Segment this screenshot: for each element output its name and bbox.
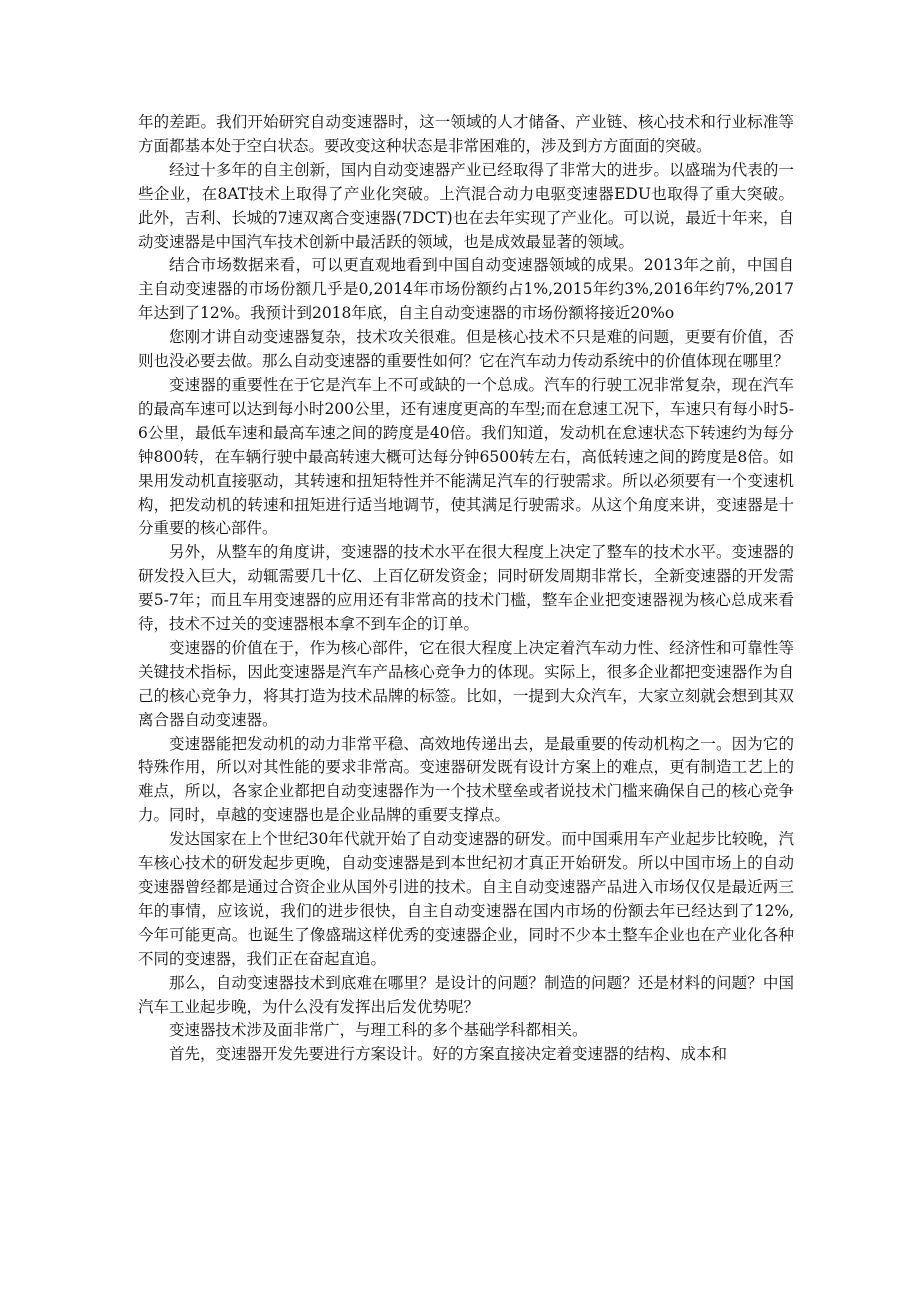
- paragraph: 变速器技术涉及面非常广，与理工科的多个基础学科都相关。: [169, 1021, 588, 1040]
- paragraph: 您刚才讲自动变速器复杂，技术攻关很难。但是核心技术不只是难的问题，更要有价值，否则也没必要去做。那么自动变速器的重要性如何？它在汽车动力传动系统中的价值体现在哪里？: [138, 328, 794, 371]
- paragraph: 年的差距。我们开始研究自动变速器时，这一领域的人才储备、产业链、核心技术和行业标准等方面都基本处于空白状态。要改变这种状态是非常困难的，涉及到方方面面的突破。: [138, 113, 794, 155]
- paragraph: 变速器的价值在于，作为核心部件，它在很大程度上决定着汽车动力性、经济性和可靠性等关键技术指标，因此变速器是汽车产品核心竞争力的体现。实际上，很多企业都把变速器作为自己的核心竞争力，将其打造为技术品牌的标签。比如，一提到大众汽车，大家立刻就会想到其双离合器自动变速器。: [138, 638, 794, 729]
- paragraph: 变速器能把发动机的动力非常平稳、高效地传递出去，是最重要的传动机构之一。因为它的特殊作用，所以对其性能的要求非常高。变速器研发既有设计方案上的难点，更有制造工艺上的难点，所以，各家企业都把自动变速器作为一个技术壁垒或者说技术门槛来确保自己的核心竞争力。同时，卓越的变速器也是企业品牌的重要支撑点。: [138, 734, 794, 825]
- paragraph: 另外，从整车的角度讲，变速器的技术水平在很大程度上决定了整车的技术水平。变速器的研发投入巨大，动辄需要几十亿、上百亿研发资金；同时研发周期非常长，全新变速器的开发需要5-7年；而且车用变速器的应用还有非常高的技术门槛，整车企业把变速器视为核心总成来看待，技术不过关的变速器根本拿不到车企的订单。: [138, 543, 794, 634]
- paragraph: 发达国家在上个世纪30年代就开始了自动变速器的研发。而中国乘用车产业起步比较晚，汽车核心技术的研发起步更晚，自动变速器是到本世纪初才真正开始研发。所以中国市场上的自动变速器曾经都是通过合资企业从国外引进的技术。自主自动变速器产品进入市场仅仅是最近两三年的事情，应该说，我们的进步很快，自主自动变速器在国内市场的份额去年已经达到了12%,今年可能更高。也诞生了像盛瑞这样优秀的变速器企业，同时不少本土整车企业也在产业化各种不同的变速器，我们正在奋起直追。: [138, 830, 794, 968]
- paragraph: 首先，变速器开发先要进行方案设计。好的方案直接决定着变速器的结构、成本和: [169, 1045, 728, 1064]
- paragraph: 那么，自动变速器技术到底难在哪里？是设计的问题？制造的问题？还是材料的问题？中国汽车工业起步晚，为什么没有发挥出后发优势呢？: [138, 973, 794, 1016]
- paragraph: 结合市场数据来看，可以更直观地看到中国自动变速器领域的成果。2013年之前，中国自主自动变速器的市场份额几乎是0,2014年市场份额约占1%,2015年约3%,2016年约7%,2017年达到了12%。我预计到2018年底，自主自动变速器的市场份额将接近20%o: [138, 256, 794, 323]
- paragraph: 经过十多年的自主创新，国内自动变速器产业已经取得了非常大的进步。以盛瑞为代表的一些企业，在8AT技术上取得了产业化突破。上汽混合动力电驱变速器EDU也取得了重大突破。此外，吉利、长城的7速双离合变速器(7DCT)也在去年实现了产业化。可以说，最近十年来，自动变速器是中国汽车技术创新中最活跃的领域，也是成效最显著的领域。: [138, 160, 794, 251]
- document-body: [138, 111, 794, 1067]
- paragraph: 变速器的重要性在于它是汽车上不可或缺的一个总成。汽车的行驶工况非常复杂，现在汽车的最高车速可以达到每小时200公里，还有速度更高的车型;而在怠速工况下，车速只有每小时5-6公里，最低车速和最高车速之间的跨度是40倍。我们知道，发动机在怠速状态下转速约为每分钟800转，在车辆行驶中最高转速大概可达每分钟6500转左右，高低转速之间的跨度是8倍。如果用发动机直接驱动，其转速和扭矩特性并不能满足汽车的行驶需求。所以必须要有一个变速机构，把发动机的转速和扭矩进行适当地调节，使其满足行驶需求。从这个角度来讲，变速器是十分重要的核心部件。: [138, 375, 794, 538]
